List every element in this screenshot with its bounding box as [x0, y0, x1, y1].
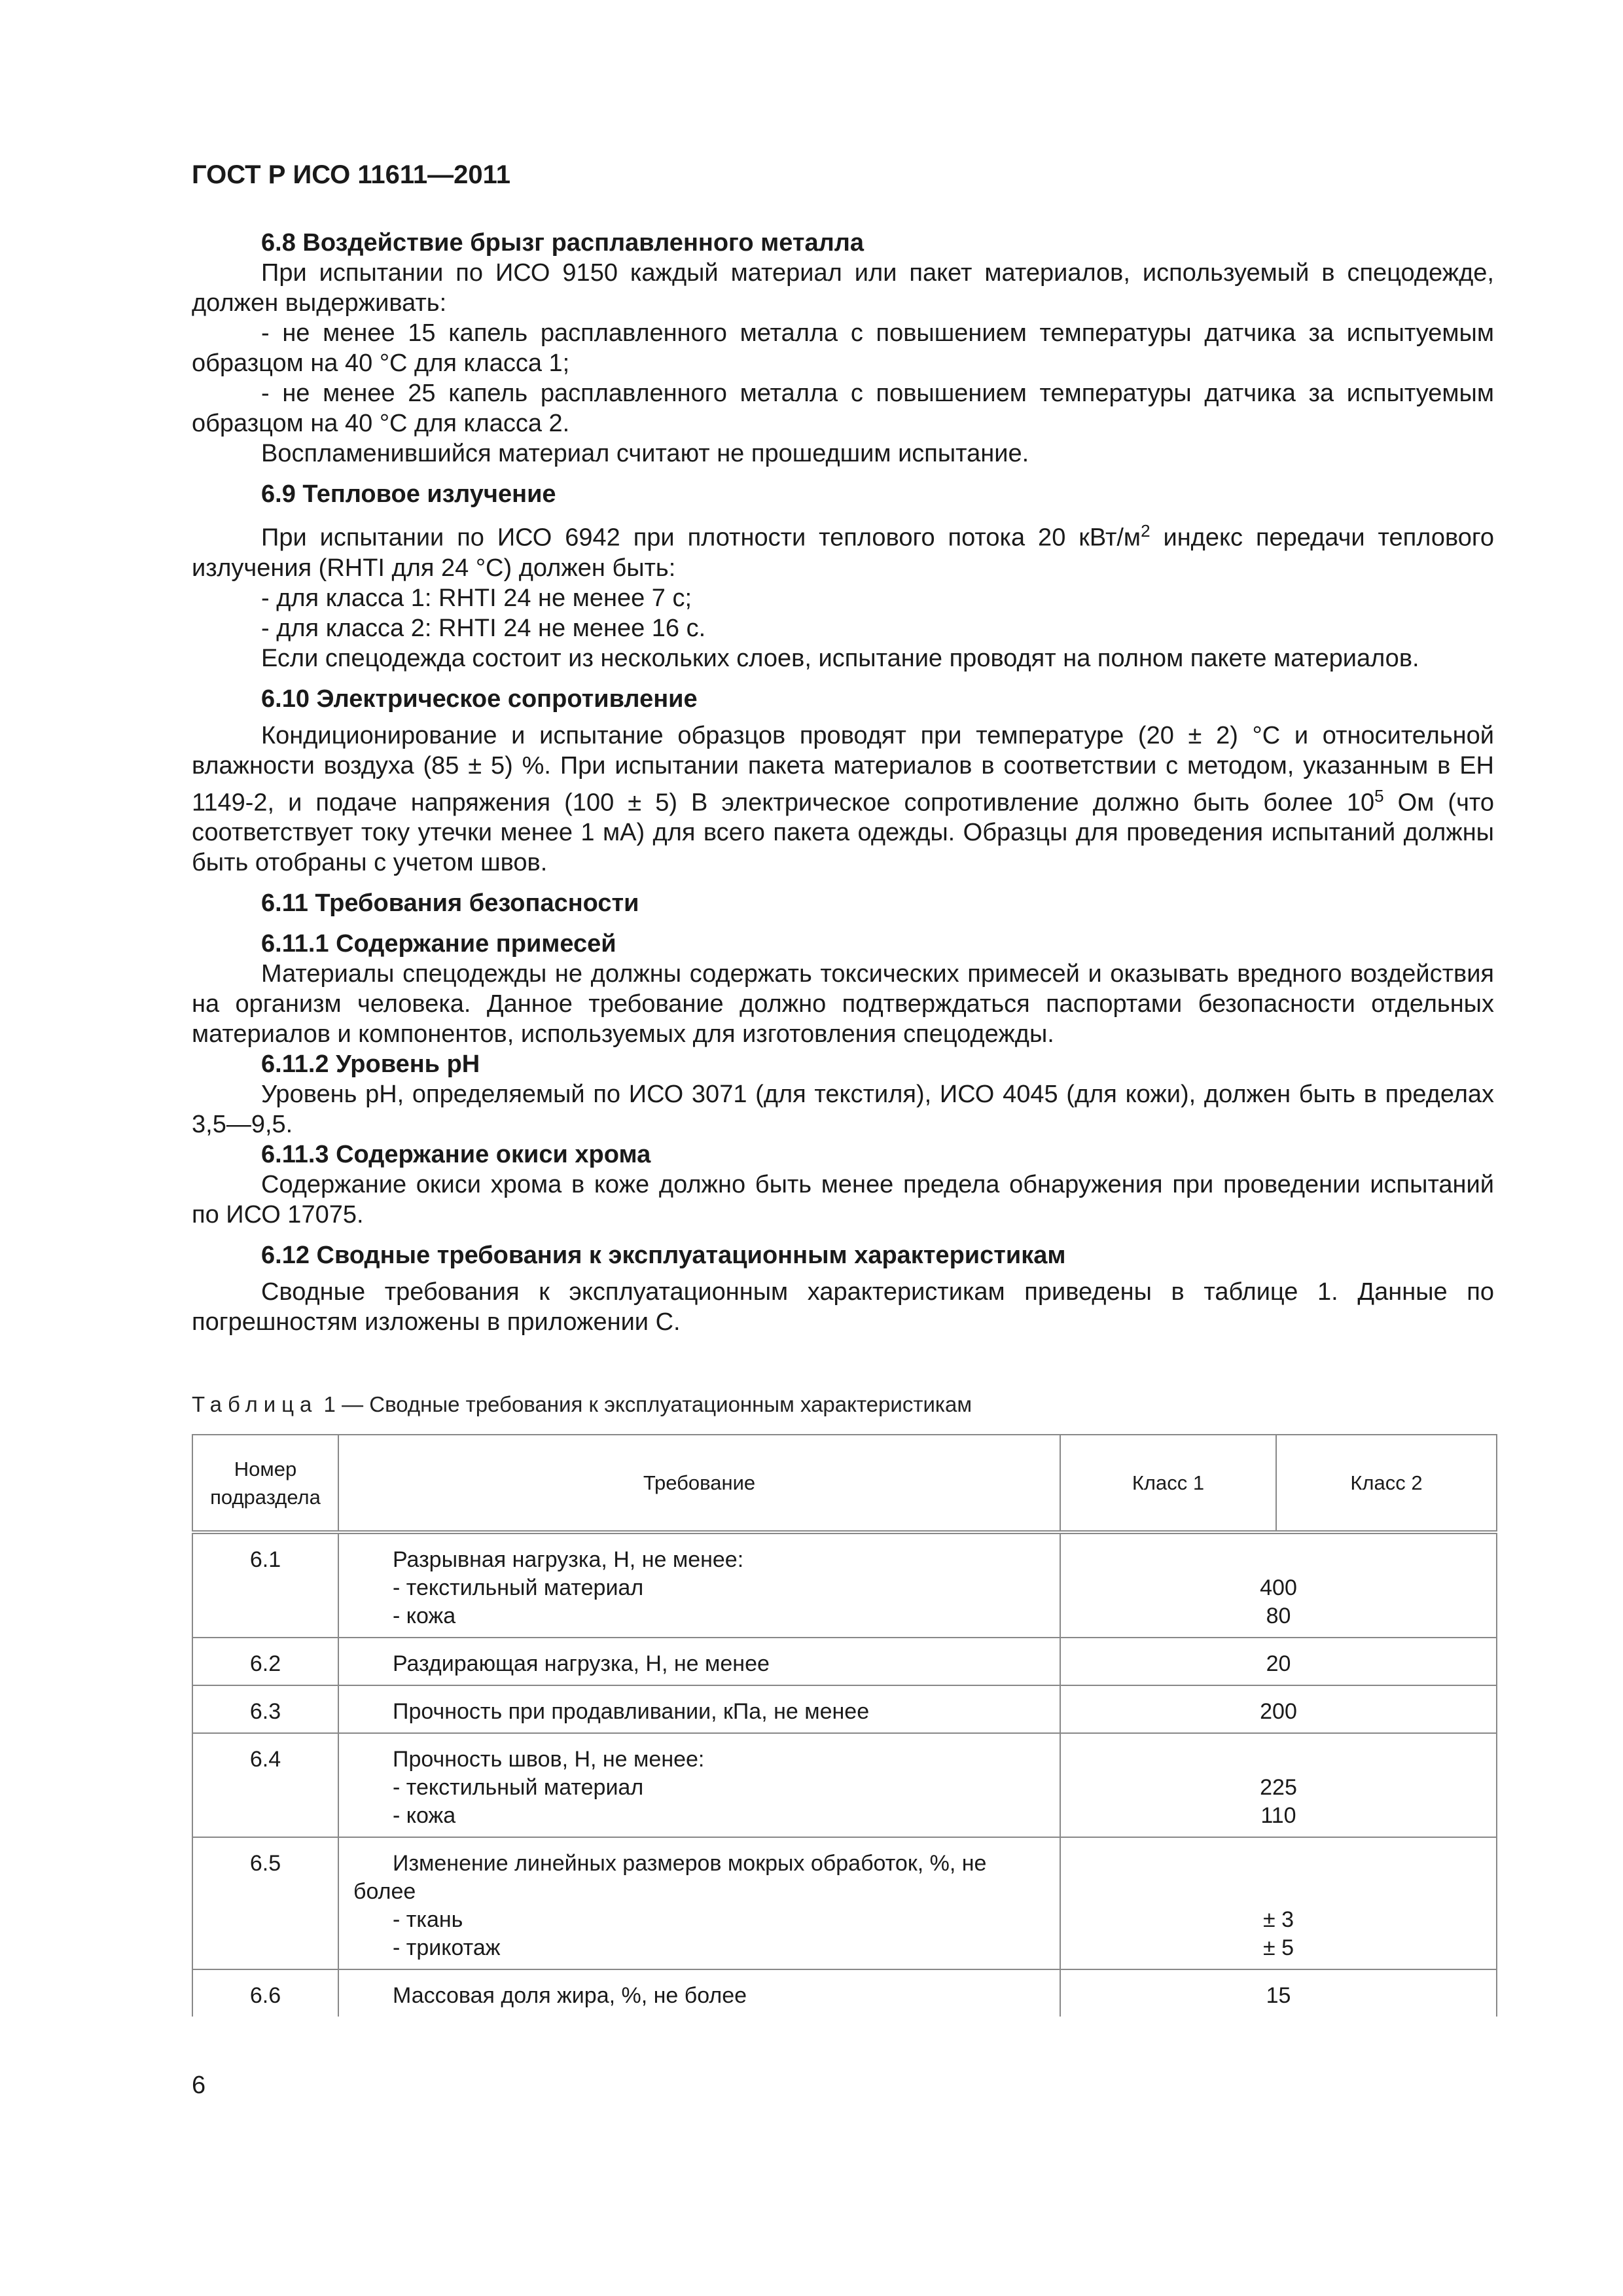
requirements-table [192, 1434, 1497, 2017]
paragraph: При испытании по ИСО 9150 каждый материал или пакет материалов, используемый в спецодежде, должен выдерживать: [192, 259, 1494, 317]
paragraph: Воспламенившийся материал считают не прошедшим испытание. [261, 440, 1029, 467]
row-requirement: Массовая доля жира, %, не более [338, 1969, 1060, 2017]
row-requirement: Раздирающая нагрузка, Н, не менее [338, 1638, 1060, 1685]
row-value: 400 80 [1060, 1532, 1497, 1638]
table-row [192, 1638, 1497, 1685]
paragraph: Сводные требования к эксплуатационным характеристикам приведены в таблице 1. Данные по погрешностям изложены в приложении С. [192, 1278, 1494, 1336]
header-class-2: Класс 2 [1276, 1435, 1497, 1532]
section-heading-6-8: 6.8 Воздействие брызг расплавленного металла [261, 229, 865, 257]
row-value: 15 [1060, 1969, 1497, 2017]
section-heading-6-11: 6.11 Требования безопасности [261, 889, 639, 918]
row-requirement: Разрывная нагрузка, Н, не менее: - текстильный материал - кожа [338, 1532, 1060, 1638]
header-subsection-number: Номер подраздела [192, 1435, 338, 1532]
paragraph: При испытании по ИСО 6942 при плотности теплового потока 20 кВт/$м^2$ индекс передачи теплового излучения (RHTI для 24 °С) должен быть: [192, 521, 1495, 582]
header-requirement: Требование [338, 1435, 1060, 1532]
row-number: 6.6 [192, 1969, 338, 2017]
header-class-1: Класс 1 [1060, 1435, 1276, 1532]
row-value: 20 [1060, 1638, 1497, 1685]
section-heading-6-11-2: 6.11.2 Уровень рН [261, 1050, 480, 1079]
superscript: 2 [1141, 521, 1150, 541]
paragraph: Если спецодежда состоит из нескольких слоев, испытание проводят на полном пакете материалов. [261, 644, 1419, 672]
row-number: 6.5 [192, 1837, 338, 1969]
table-header-row [192, 1435, 1497, 1532]
row-requirement: Прочность при продавливании, кПа, не менее [338, 1685, 1060, 1733]
row-value: 200 [1060, 1685, 1497, 1733]
page-number: 6 [192, 2072, 206, 2099]
list-item: - не менее 15 капель расплавленного металла с повышением температуры датчика за испытуемым образцом на 40 °С для класса 1; [192, 319, 1494, 377]
list-item: - для класса 1: RHTI 24 не менее 7 с; [261, 584, 692, 612]
row-requirement: Изменение линейных размеров мокрых обработок, %, не более - ткань - трикотаж [338, 1837, 1060, 1969]
section-heading-6-10: 6.10 Электрическое сопротивление [261, 685, 698, 713]
row-requirement: Прочность швов, Н, не менее: - текстильный материал - кожа [338, 1733, 1060, 1837]
superscript: 5 [1374, 785, 1384, 806]
table-row [192, 1733, 1497, 1837]
section-heading-6-11-1: 6.11.1 Содержание примесей [261, 930, 616, 958]
row-value: ± 3 ± 5 [1060, 1837, 1497, 1969]
table-row [192, 1685, 1497, 1733]
paragraph: Уровень рН, определяемый по ИСО 3071 (для текстиля), ИСО 4045 (для кожи), должен быть в пределах 3,5—9,5. [192, 1081, 1494, 1139]
section-heading-6-12: 6.12 Сводные требования к эксплуатационным характеристикам [261, 1242, 1066, 1270]
main-content [192, 228, 1494, 1337]
list-item: - не менее 25 капель расплавленного металла с повышением температуры датчика за испытуемым образцом на 40 °С для класса 2. [192, 380, 1494, 437]
paragraph: Содержание окиси хрома в коже должно быть менее предела обнаружения при проведении испытаний по ИСО 17075. [192, 1171, 1494, 1229]
table-row [192, 1969, 1497, 2017]
row-number: 6.3 [192, 1685, 338, 1733]
row-number: 6.2 [192, 1638, 338, 1685]
paragraph: Кондиционирование и испытание образцов проводят при температуре (20 ± 2) °С и относительной влажности воздуха (85 ± 5) %. При испытании пакета материалов в соответствии с методом, указанным в ЕН 1149-2, и подаче напряжения (100 ± 5) В электрическое сопротивление должно быть более $10^5$ Ом (что соответствует току утечки менее 1 мА) для всего пакета одежды. Образцы для проведения испытаний должны быть отобраны с учетом швов. [192, 721, 1494, 877]
row-number: 6.1 [192, 1532, 338, 1638]
section-heading-6-9: 6.9 Тепловое излучение [261, 480, 556, 508]
section-heading-6-11-3: 6.11.3 Содержание окиси хрома [261, 1141, 651, 1169]
document-title: ГОСТ Р ИСО 11611—2011 [192, 160, 510, 189]
paragraph: Материалы спецодежды не должны содержать токсических примесей и оказывать вредного воздействия на организм человека. Данное требование должно подтверждаться паспортами безопасности отдельных материалов и компонентов, используемых для изготовления спецодежды. [192, 960, 1494, 1049]
row-value: 225 110 [1060, 1733, 1497, 1837]
table-row [192, 1532, 1497, 1638]
table-row [192, 1837, 1497, 1969]
table-caption: Таблица 1 — Сводные требования к эксплуатационным характеристикам [192, 1392, 972, 1416]
list-item: - для класса 2: RHTI 24 не менее 16 с. [261, 614, 706, 642]
row-number: 6.4 [192, 1733, 338, 1837]
